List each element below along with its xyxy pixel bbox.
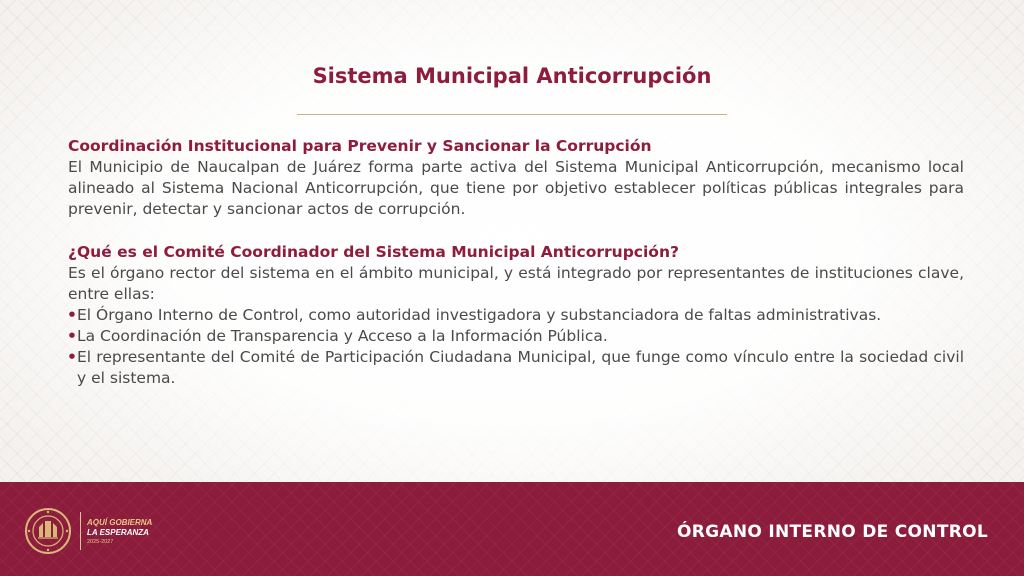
title-divider bbox=[297, 114, 727, 115]
section1-heading: Coordinación Institucional para Prevenir y Sancionar la Corrupción bbox=[68, 137, 652, 155]
list-item bbox=[68, 305, 964, 326]
footer-title: ÓRGANO INTERNO DE CONTROL bbox=[677, 522, 988, 542]
bullet-icon: • bbox=[67, 348, 77, 366]
list-item-text: La Coordinación de Transparencia y Acceso a la Información Pública. bbox=[77, 327, 608, 345]
section2-heading: ¿Qué es el Comité Coordinador del Sistema Municipal Anticorrupción? bbox=[68, 243, 679, 261]
section2-intro: Es el órgano rector del sistema en el ámbito municipal, y está integrado por representantes de instituciones clave, entre ellas: bbox=[68, 264, 964, 303]
list-item-text: El Órgano Interno de Control, como autoridad investigadora y substanciadora de faltas administrativas. bbox=[77, 306, 882, 324]
tagline-line2: LA ESPERANZA bbox=[87, 528, 149, 537]
section1-body: El Municipio de Naucalpan de Juárez forma parte activa del Sistema Municipal Anticorrupción, mecanismo local alineado al Sistema Nacional Anticorrupción, que tiene por objetivo establecer políticas públicas integrales para prevenir, detectar y sancionar actos de corrupción. bbox=[68, 158, 964, 218]
list-item bbox=[68, 347, 964, 389]
bullet-icon: • bbox=[67, 306, 77, 324]
tagline-years: 2025-2027 bbox=[87, 539, 114, 545]
naucalpan-city-seal-icon bbox=[24, 507, 72, 555]
content-body bbox=[68, 136, 964, 389]
committee-members-list bbox=[68, 305, 964, 389]
page-title: Sistema Municipal Anticorrupción bbox=[312, 64, 712, 88]
footer-bar bbox=[0, 482, 1024, 576]
logo-divider bbox=[80, 512, 81, 550]
bullet-icon: • bbox=[67, 327, 77, 345]
tagline-line1: AQUÍ GOBIERNA bbox=[87, 518, 153, 527]
list-item-text: El representante del Comité de Participación Ciudadana Municipal, que funge como vínculo entre la sociedad civil y el sistema. bbox=[77, 348, 964, 387]
list-item bbox=[68, 326, 964, 347]
